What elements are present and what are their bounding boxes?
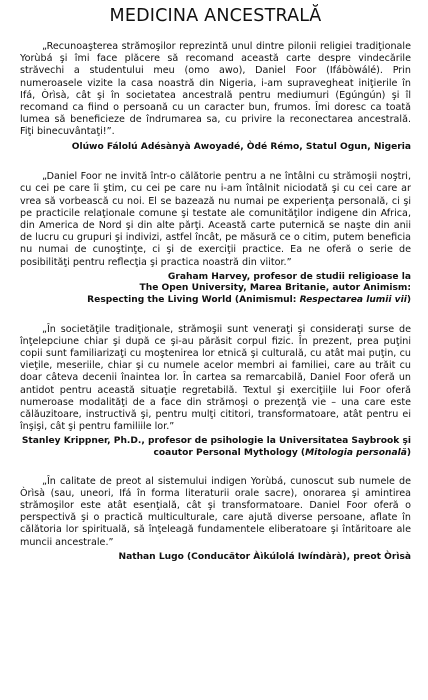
testimonial-3-attribution [20,436,411,459]
testimonial-2-author-line-3 [20,295,411,307]
testimonial-3 [20,324,411,460]
testimonial-2-attribution [20,272,411,307]
testimonial-3-author-line-2 [20,448,411,460]
testimonial-4 [20,476,411,564]
testimonial-3-book-title: coautor Personal Mythology ( [153,448,306,459]
page-title: MEDICINA ANCESTRALĂ [109,6,322,26]
testimonial-1-text: „Recunoaşterea strămoşilor reprezintă unul dintre pilonii religiei tradiţionale Yorùbá şi îmi face plăcere să recomand această carte despre vindecările străvechi a studentului meu (omo awo), Daniel Foor (Ifábòwálé). Prin numeroasele vizite la casa noastră din Nigeria, i-am supravegheat iniţierile în Ifá, Òrìsà, cât şi în societatea ancestrală pentru mediumuri (Egúngún) şi îl recomand ca fiind o persoană cu un caracter bun, frumos. Îmi doresc ca toată lumea să beneficieze de îndrumarea sa, cu privire la reconectarea ancestrală. Fiţi binecuvântaţi!”. [20,41,411,138]
testimonial-3-text: „În societăţile tradiţionale, strămoşii sunt veneraţi şi consideraţi surse de înţelepciune chiar şi după ce şi-au părăsit corpul fizic. În prezent, prea puţini copii sunt familiarizaţi cu moştenirea lor etnică şi culturală, cu atât mai puţin, cu vieţile, meseriile, chiar şi cu numele acelor membri ai familiei, care au trăit cu doar câteva decenii înaintea lor. În cartea sa remarcabilă, Daniel Foor oferă un antidot pentru această situaţie regretabilă. Textul şi exerciţiile lui Foor oferă numeroase modalităţi de a face din strămoşi o prezenţă vie – una care este călăuzitoare, instructivă şi, pentru mulţi cititori, transformatoare, atât pentru ei înşişi, cât şi pentru familiile lor.” [20,323,411,433]
testimonial-4-text: „În calitate de preot al sistemului indigen Yorùbá, cunoscut sub numele de Òrìsà (sau, uneori, Ifá în forma literaturii orale sacre), onorarea şi amintirea strămoşilor este atât esenţială, cât şi transformatoare. Daniel Foor oferă o perspectivă şi o practică multiculturale, care ajută diverse persoane, aflate în călătoria lor spirituală, să înţeleagă fundamentele eliberatoare şi întăritoare ale muncii ancestrale.” [20,475,411,548]
testimonial-2-author-line-2: The Open University, Marea Britanie, autor Animism: [139,283,411,294]
testimonial-2-book-translation: Respectarea lumii vii [299,295,407,306]
testimonial-3-author-line-1: Stanley Krippner, Ph.D., profesor de psihologie la Universitatea Saybrook şi [21,436,411,447]
testimonial-3-closing-paren: ) [406,448,411,459]
testimonial-2-book-title: Respecting the Living World (Animismul: [87,295,300,306]
testimonial-4-author: Nathan Lugo (Conducător Àìkúlolá Iwíndàrà), preot Òrìsà [118,551,411,562]
testimonial-2 [20,171,411,306]
testimonial-2-text: „Daniel Foor ne invită într-o călătorie pentru a ne întâlni cu strămoşii noştri, cu cei pe care îi ştim, cu cei pe care nu i-am întâlnit niciodată şi cu cei care ar vrea să vorbească cu noi. El se bazează nu numai pe experienţa personală, ci şi pe practicile relaţionale comune şi testate ale comunităţilor indigene din Africa, din America de Nord şi din alte părţi. Această carte puternică se naşte din anii de lucru cu grupuri şi indivizi, astfel încât, pe măsură ce o citim, putem beneficia nu numai de cunoştinţe, ci şi de exerciţii practice. Ea ne oferă o serie de posibilităţi pentru reflecţia şi practica noastră din viitor.” [20,171,411,268]
testimonial-1 [20,41,411,153]
testimonial-3-book-translation: Mitologia personală [305,448,407,459]
testimonial-1-attribution [20,142,411,154]
testimonial-4-attribution [20,552,411,564]
testimonial-2-closing-paren: ) [406,295,411,306]
testimonial-1-author: Olúwo Fálolú Adésànyà Awoyadé, Òdé Rémo, Statul Ogun, Nigeria [71,141,411,152]
testimonial-2-author-line-1: Graham Harvey, profesor de studii religioase la [167,271,411,282]
